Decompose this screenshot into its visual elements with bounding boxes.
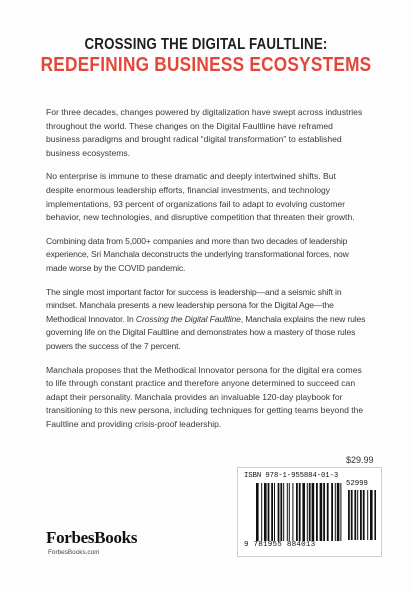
barcode-bar	[312, 483, 315, 541]
ean-digits: 9 781955 884013	[244, 541, 316, 549]
blurb-paragraph-1: For three decades, changes powered by digitalization have swept across industries throughout the world. These changes on the Digital Faultline have reframed business paradigms and brought radical “digital transformation” to established business ecosystems.	[46, 107, 363, 158]
barcode-bar	[363, 490, 365, 540]
blurb-paragraph-3: Combining data from 5,000+ companies and more than two decades of leadership experience, Sri Manchala deconstructs the underlying transformational forces, now made worse by the COVID pandemic.	[46, 235, 349, 273]
cover-title-line-2: REDEFINING BUSINESS ECOSYSTEMS	[40, 54, 372, 76]
barcode-bar	[367, 490, 368, 540]
barcode-bar	[316, 483, 318, 541]
addon-code: 52999	[346, 480, 368, 488]
barcode-bar	[274, 483, 275, 541]
cover-title-line-1: CROSSING THE DIGITAL FAULTLINE:	[84, 36, 328, 53]
barcode-bar	[348, 490, 350, 540]
barcode-bar	[268, 483, 270, 541]
barcode-bar	[283, 483, 284, 541]
blurb-text	[46, 106, 366, 441]
barcode-bar	[357, 490, 358, 540]
publisher-url: ForbesBooks.com	[48, 549, 100, 556]
barcode-bar	[335, 483, 336, 541]
isbn-text: ISBN 978-1-955884-01-3	[244, 472, 339, 480]
barcode-bar	[280, 483, 282, 541]
barcode-bar	[256, 483, 259, 541]
blurb-p4-part-2: , Manchala explains the new rules governing life on the Digital Faultline and demonstrates how a mastery of those rules powers the success of the 7 percent.	[46, 313, 366, 351]
barcode-bar	[370, 490, 373, 540]
barcode-bar	[331, 483, 333, 541]
barcode-bar	[264, 483, 267, 541]
ean-barcode	[256, 483, 344, 541]
barcode-bar	[289, 483, 290, 541]
price-label: $29.99	[346, 455, 374, 465]
blurb-paragraph-2: No enterprise is immune to these dramatic and deeply intertwined shifts. But despite enormous leadership efforts, financial investments, and technology implementations, 93 percent of organizations fail to adapt to evolving customer behavior, new technologies, and disruptive competition that threaten their growth.	[46, 171, 355, 223]
publisher-logo: ForbesBooks	[46, 528, 138, 547]
barcode-panel	[237, 467, 382, 557]
barcode-bar	[307, 483, 308, 541]
barcode-bar	[323, 483, 325, 541]
barcode-bar	[351, 490, 353, 540]
barcode-bar	[340, 483, 341, 541]
barcode-bar	[296, 483, 298, 541]
barcode-bar	[354, 490, 356, 540]
blurb-paragraph-5: Manchala proposes that the Methodical Innovator persona for the digital era comes to life through constant practice and therefore anyone determined to succeed can adapt their personality. Manchala provides an invaluable 120-day playbook for transitioning to this new persona, including techniques for getting teams beyond the Faultline and providing crisis-proof leadership.	[46, 364, 364, 429]
barcode-bar	[271, 483, 273, 541]
barcode-bar	[292, 483, 293, 541]
barcode-bar	[327, 483, 329, 541]
barcode-bar	[302, 483, 305, 541]
barcode-bar	[309, 483, 311, 541]
barcode-bar	[299, 483, 301, 541]
barcode-bar	[287, 483, 288, 541]
addon-barcode	[348, 490, 376, 540]
barcode-bar	[261, 483, 262, 541]
barcode-bar	[278, 483, 280, 541]
barcode-bar	[337, 483, 340, 541]
blurb-paragraph-4	[46, 286, 366, 354]
blurb-p4-part-1: The single most important factor for success is leadership—and a seismic shift in mindset. Manchala presents a new leadership persona for the Digital Age—the Methodical Innovator. In	[46, 286, 342, 324]
book-title-italic: Crossing the Digital Faultline	[135, 313, 241, 324]
barcode-bar	[374, 490, 376, 540]
barcode-bar	[360, 490, 362, 540]
barcode-bar	[320, 483, 323, 541]
